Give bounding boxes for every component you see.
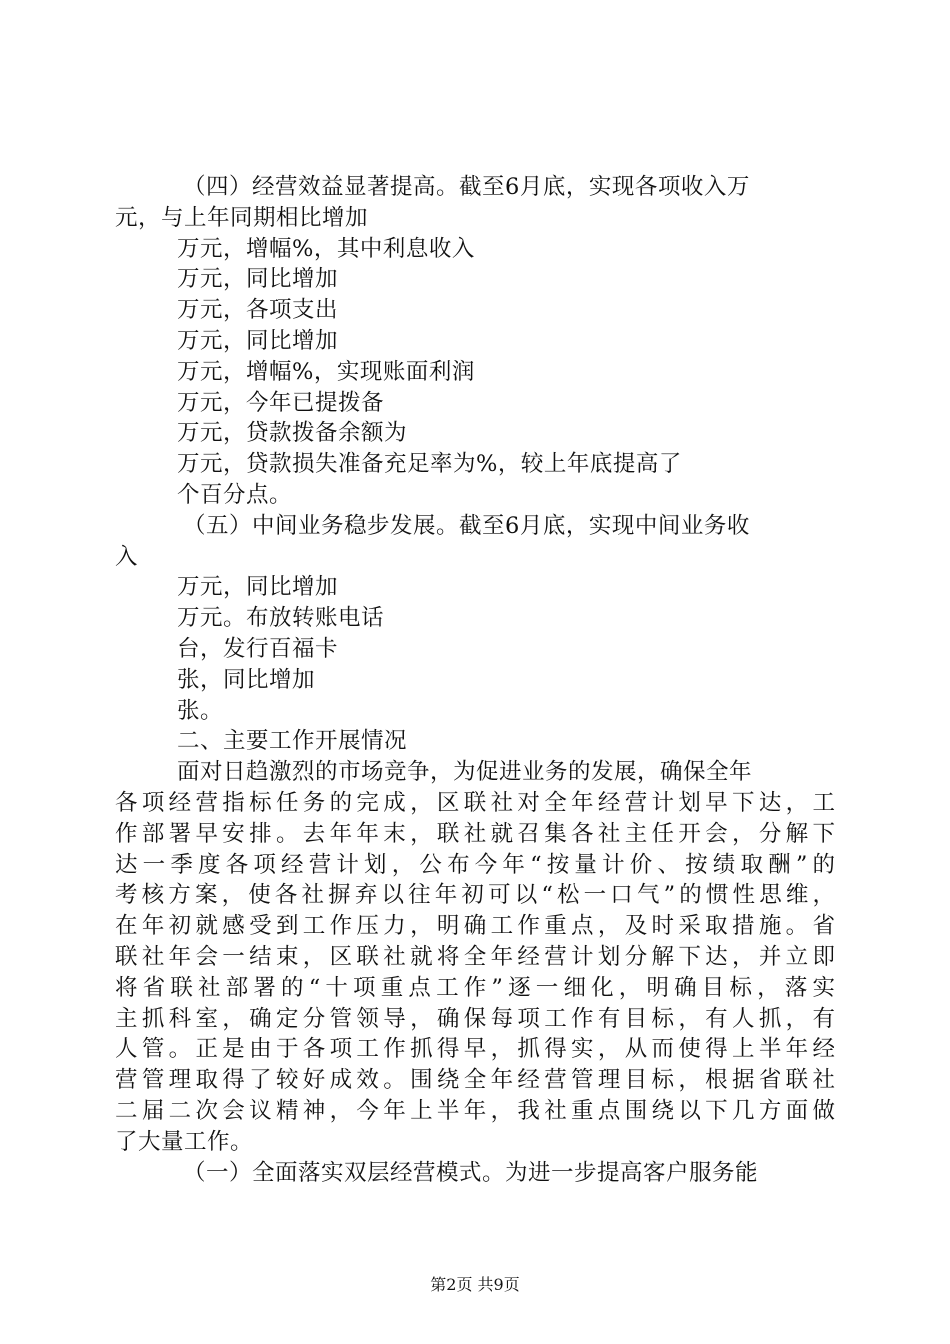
- text-line: 人管。正是由于各项工作抓得早，抓得实，从而使得上半年经: [115, 1036, 835, 1063]
- text-line: 张。: [177, 697, 224, 724]
- text-line: 元，与上年同期相比增加: [115, 204, 369, 231]
- text-line: 万元，贷款损失准备充足率为%，较上年底提高了: [177, 451, 682, 478]
- text-line: 万元，贷款拨备余额为: [177, 420, 408, 447]
- text-line: 达一季度各项经营计划，公布今年“按量计价、按绩取酬”的: [115, 851, 835, 878]
- text-line: 万元，同比增加: [177, 266, 339, 293]
- text-line: 联社年会一结束，区联社就将全年经营计划分解下达，并立即: [115, 943, 835, 970]
- text-line: 个百分点。: [177, 481, 293, 508]
- text-line: 各项经营指标任务的完成，区联社对全年经营计划早下达，工: [115, 789, 835, 816]
- text-line: 万元。布放转账电话: [177, 605, 385, 632]
- text-line: 将省联社部署的“十项重点工作”逐一细化，明确目标，落实: [115, 974, 835, 1001]
- text-line: 万元，增幅%，实现账面利润: [177, 358, 475, 385]
- text-line: 张，同比增加: [177, 666, 316, 693]
- page-footer: 第2页 共9页: [430, 1275, 520, 1294]
- text-line: 二届二次会议精神，今年上半年，我社重点围绕以下几方面做: [115, 1097, 835, 1124]
- text-line: 万元，同比增加: [177, 327, 339, 354]
- text-line: 万元，增幅%，其中利息收入: [177, 235, 475, 262]
- text-line: 主抓科室，确定分管领导，确保每项工作有目标，有人抓，有: [115, 1005, 835, 1032]
- text-line: 台，发行百福卡: [177, 635, 339, 662]
- text-line: 入: [115, 543, 139, 570]
- text-line: 面对日趋激烈的市场竞争，为促进业务的发展，确保全年: [177, 759, 753, 786]
- text-line: 考核方案，使各社摒弃以往年初可以“松一口气”的惯性思维，: [115, 882, 835, 909]
- document-body: [115, 172, 835, 1188]
- text-line: （四）经营效益显著提高。截至6月底，实现各项收入万: [183, 174, 750, 200]
- text-line: 在年初就感受到工作压力，明确工作重点，及时采取措施。省: [115, 913, 835, 940]
- text-line: 了大量工作。: [115, 1128, 254, 1155]
- text-line: 万元，各项支出: [177, 297, 339, 324]
- text-line: 二、主要工作开展情况: [177, 728, 408, 755]
- text-line: （一）全面落实双层经营模式。为进一步提高客户服务能: [183, 1159, 759, 1186]
- text-line: 营管理取得了较好成效。围绕全年经营管理目标，根据省联社: [115, 1067, 835, 1094]
- text-line: （五）中间业务稳步发展。截至6月底，实现中间业务收: [183, 512, 750, 539]
- text-line: 万元，同比增加: [177, 574, 339, 601]
- text-line: 万元，今年已提拨备: [177, 389, 385, 416]
- text-line: 作部署早安排。去年年末，联社就召集各社主任开会，分解下: [115, 820, 835, 847]
